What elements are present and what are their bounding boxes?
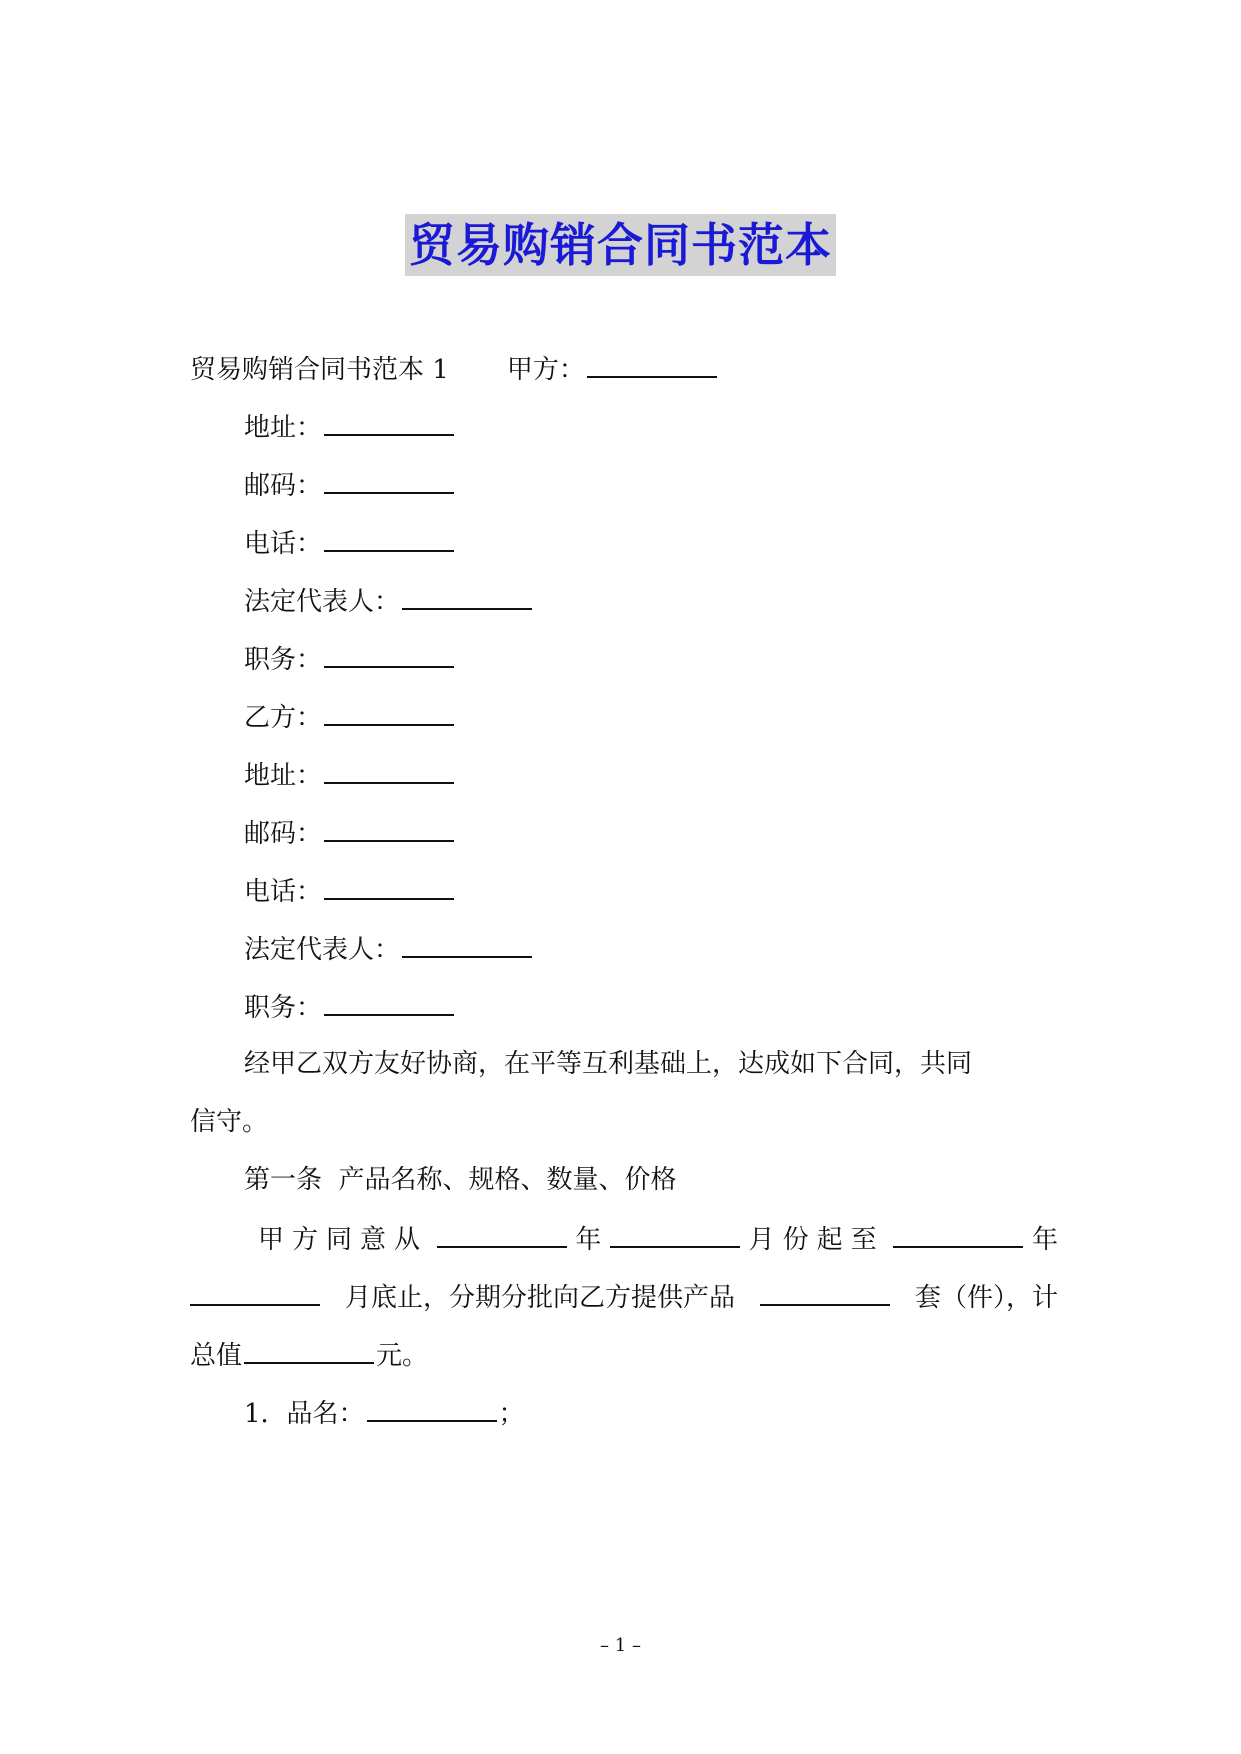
party-b-legal-rep-line [244, 930, 534, 968]
fill-blank [324, 756, 454, 784]
fill-blank [437, 1220, 567, 1248]
fill-blank [324, 872, 454, 900]
field-label: 法定代表人： [244, 935, 401, 965]
party-a-address-line [244, 408, 456, 446]
party-a-blank [587, 350, 717, 378]
page-number-text: – 1 – [600, 1635, 641, 1656]
fill-blank [324, 698, 454, 726]
article-1-heading [244, 1162, 677, 1198]
article-text: 总值 [190, 1341, 243, 1371]
party-b-postcode-line [244, 814, 456, 852]
party-b-label-line [244, 698, 456, 736]
fill-blank [324, 408, 454, 436]
fill-blank [324, 524, 454, 552]
field-label: 法定代表人： [244, 587, 401, 617]
item-label: 1．品名： [244, 1399, 365, 1429]
document-title: 贸易购销合同书范本 [405, 214, 836, 276]
party-a-legal-rep-line [244, 582, 534, 620]
fill-blank [760, 1278, 890, 1306]
fill-blank [402, 582, 532, 610]
field-label: 电话： [244, 877, 323, 907]
fill-blank [190, 1278, 320, 1306]
field-label: 职务： [244, 993, 323, 1023]
fill-blank [324, 640, 454, 668]
party-b-address-line [244, 756, 456, 794]
article-text: 甲方同意从 [258, 1225, 429, 1255]
field-label: 电话： [244, 529, 323, 559]
party-a-label: 甲方： [506, 355, 585, 385]
item-end: ； [498, 1399, 525, 1429]
field-label: 邮码： [244, 471, 323, 501]
party-a-position-line [244, 640, 456, 678]
party-a-postcode-line [244, 466, 456, 504]
article-text: 套（件），计 [914, 1283, 1058, 1313]
article-text: 月份起至 [748, 1225, 885, 1255]
fill-blank [402, 930, 532, 958]
article-text: 元。 [376, 1341, 429, 1371]
party-b-phone-line [244, 872, 456, 910]
party-b-position-line [244, 988, 456, 1026]
party-a-phone-line [244, 524, 456, 562]
article-1-line-1 [258, 1220, 1058, 1258]
field-label: 职务： [244, 645, 323, 675]
fill-blank [893, 1220, 1023, 1248]
page-number [0, 1634, 1241, 1658]
article-1-line-3 [190, 1336, 428, 1374]
item-1-line [244, 1394, 525, 1432]
fill-blank [367, 1394, 497, 1422]
article-heading-text: 第一条 产品名称、规格、数量、价格 [244, 1165, 677, 1195]
article-1-line-2 [190, 1278, 1058, 1316]
title-container [0, 214, 1241, 276]
article-text: 年 [1031, 1225, 1058, 1255]
preamble-line-2 [190, 1104, 268, 1140]
field-label: 地址： [244, 761, 323, 791]
doc-label: 贸易购销合同书范本 1 [190, 355, 449, 385]
fill-blank [610, 1220, 740, 1248]
preamble-line-1 [244, 1046, 972, 1082]
fill-blank [244, 1336, 374, 1364]
field-label: 邮码： [244, 819, 323, 849]
article-text: 年 [575, 1225, 602, 1255]
field-label: 地址： [244, 413, 323, 443]
intro-line [190, 350, 719, 388]
fill-blank [324, 814, 454, 842]
field-label: 乙方： [244, 703, 323, 733]
preamble-text: 信守。 [190, 1107, 269, 1137]
fill-blank [324, 466, 454, 494]
article-text: 月底止，分期分批向乙方提供产品 [344, 1283, 735, 1313]
fill-blank [324, 988, 454, 1016]
preamble-text: 经甲乙双方友好协商，在平等互利基础上，达成如下合同，共同 [244, 1049, 973, 1079]
